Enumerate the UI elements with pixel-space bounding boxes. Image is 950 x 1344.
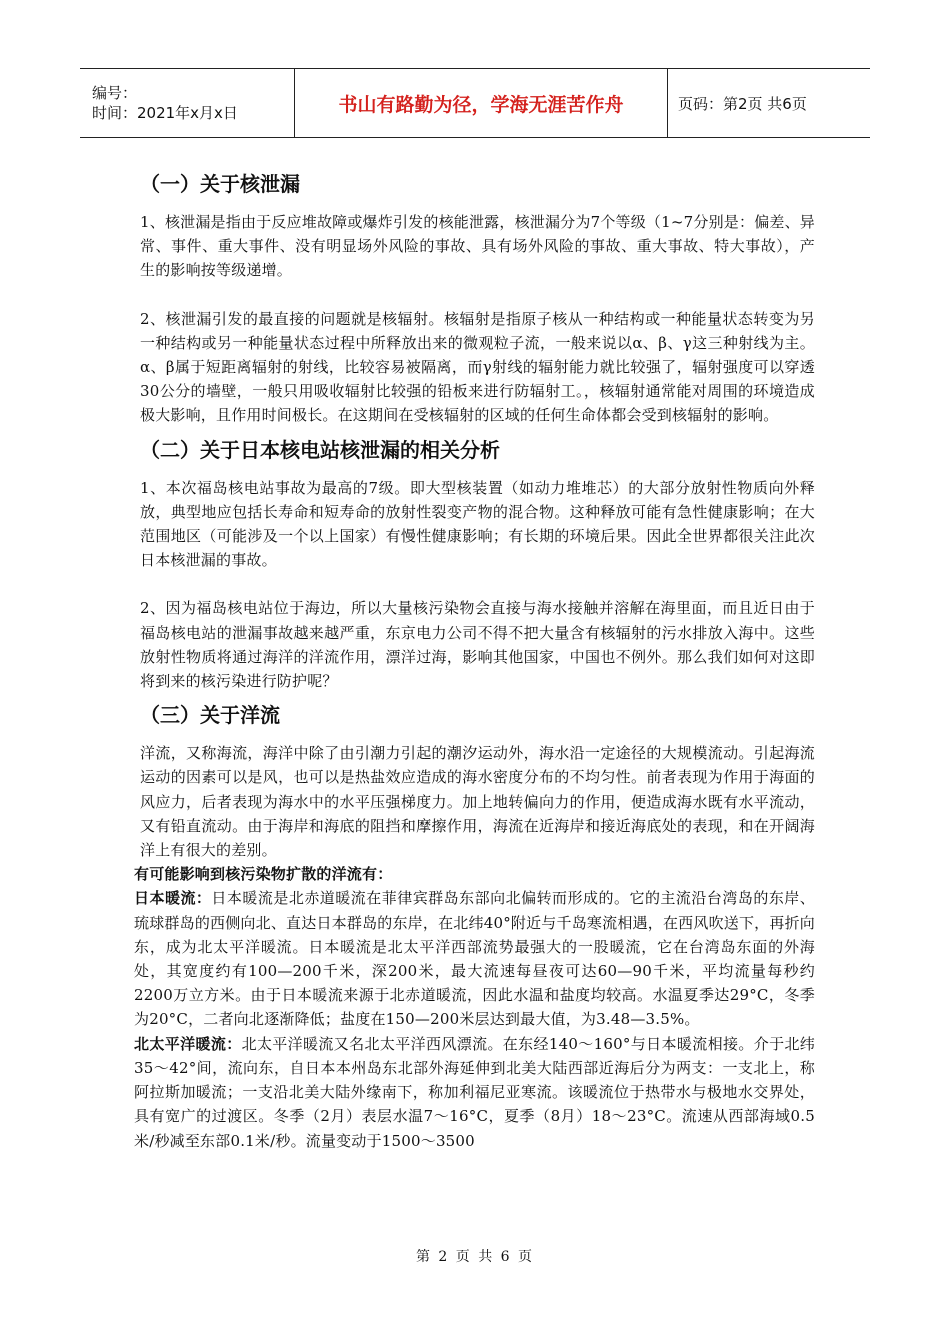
north-pacific-label: 北太平洋暖流： <box>134 1034 242 1053</box>
kuroshio-text: 日本暖流是北赤道暖流在菲律宾群岛东部向北偏转而形成的。它的主流沿台湾岛的东岸、琉球群岛的西侧向北、直达日本群岛的东岸，在北纬40°附近与千岛寒流相遇，在西风吹送下，再折向东，成为北太平洋暖流。日本暖流是北太平洋西部流势最强大的一股暖流，它在台湾岛东面的外海处，其宽度约有100—200千米，深200米，最大流速每昼夜可达60—90千米，平均流量每秒约2200万立方米。由于日本暖流来源于北赤道暖流，因此水温和盐度均较高。水温夏季达29°C，冬季为20°C，二者向北逐渐降低；盐度在150—200米层达到最大值，为3.48—3.5%。 <box>134 889 815 1029</box>
section-2-paragraph-2: 2、因为福岛核电站位于海边，所以大量核污染物会直接与海水接触并溶解在海里面，而且近日由于福岛核电站的泄漏事故越来越严重，东京电力公司不得不把大量含有核辐射的污水排放入海中。这些放射性物质将通过海洋的洋流作用，漂洋过海，影响其他国家，中国也不例外。那么我们如何对这即将到来的核污染进行防护呢？ <box>140 599 815 691</box>
page-info: 页码：第2页 共6页 <box>678 94 807 113</box>
north-pacific-paragraph <box>134 1032 815 1153</box>
motto: 书山有路勤为径，学海无涯苦作舟 <box>338 93 624 116</box>
document-body <box>134 168 816 1153</box>
section-3-subtitle <box>134 862 815 886</box>
section-1-paragraph-2: 2、核泄漏引发的最直接的问题就是核辐射。核辐射是指原子核从一种结构或一种能量状态转变为另一种结构或另一种能量状态过程中所释放出来的微观粒子流，一般来说以α、β、γ这三种射线为主。α、β属于短距离辐射的射线，比较容易被隔离，而γ射线的辐射能力就比较强了，辐射强度可以穿透30公分的墙壁，一般只用吸收辐射比较强的铅板来进行防辐射工。，核辐射通常能对周围的环境造成极大影响，且作用时间极长。在这期间在受核辐射的区域的任何生命体都会受到核辐射的影响。 <box>140 309 815 425</box>
kuroshio-paragraph <box>134 886 815 1031</box>
section-2-paragraph-1: 1、本次福岛核电站事故为最高的7级。即大型核装置（如动力堆堆芯）的大部分放射性物质向外释放，典型地应包括长寿命和短寿命的放射性裂变产物的混合物。这种释放可能有急性健康影响；在大范围地区（可能涉及一个以上国家）有慢性健康影响；有长期的环境后果。因此全世界都很关注此次日本核泄漏的事故。 <box>140 478 815 570</box>
section-3-title: （三）关于洋流 <box>140 703 280 728</box>
north-pacific-text: 北太平洋暖流又名北太平洋西风漂流。在东经140～160°与日本暖流相接。介于北纬35～42°间，流向东，自日本本州岛东北部外海延伸到北美大陆西部近海后分为两支：一支北上，称阿拉斯加暖流；一支沿北美大陆外缘南下，称加利福尼亚寒流。该暖流位于热带水与极地水交界处，具有宽广的过渡区。冬季（2月）表层水温7～16°C，夏季（8月）18～23°C。流速从西部海域0.5米/秒减至东部0.1米/秒。流量变动于1500～3500 <box>134 1034 816 1150</box>
time-label: 时间：2021年x月x日 <box>92 104 238 122</box>
header-motto-cell <box>295 69 668 137</box>
header-table <box>80 68 870 138</box>
section-2-title: （二）关于日本核电站核泄漏的相关分析 <box>140 437 500 462</box>
kuroshio-label: 日本暖流： <box>134 889 212 908</box>
header-page-cell <box>668 69 870 137</box>
subtitle-text: 有可能影响到核污染物扩散的洋流有： <box>134 865 393 884</box>
header-meta <box>80 69 295 137</box>
page-footer: 第 2 页 共 6 页 <box>415 1249 535 1265</box>
section-1-title: （一）关于核泄漏 <box>140 172 300 196</box>
section-1-paragraph-1: 1、核泄漏是指由于反应堆故障或爆炸引发的核能泄露，核泄漏分为7个等级（1~7分别是：偏差、异常、事件、重大事件、没有明显场外风险的事故、具有场外风险的事故、重大事故、特大事故），产生的影响按等级递增。 <box>140 213 815 280</box>
number-label: 编号： <box>92 84 138 102</box>
section-3-paragraph-1: 洋流，又称海流，海洋中除了由引潮力引起的潮汐运动外，海水沿一定途径的大规模流动。引起海流运动的因素可以是风，也可以是热盐效应造成的海水密度分布的不均匀性。前者表现为作用于海面的风应力，后者表现为海水中的水平压强梯度力。加上地转偏向力的作用，便造成海水既有水平流动，又有铅直流动。由于海岸和海底的阻挡和摩擦作用，海流在近海岸和接近海底处的表现，和在开阔海洋上有很大的差别。 <box>140 744 815 860</box>
